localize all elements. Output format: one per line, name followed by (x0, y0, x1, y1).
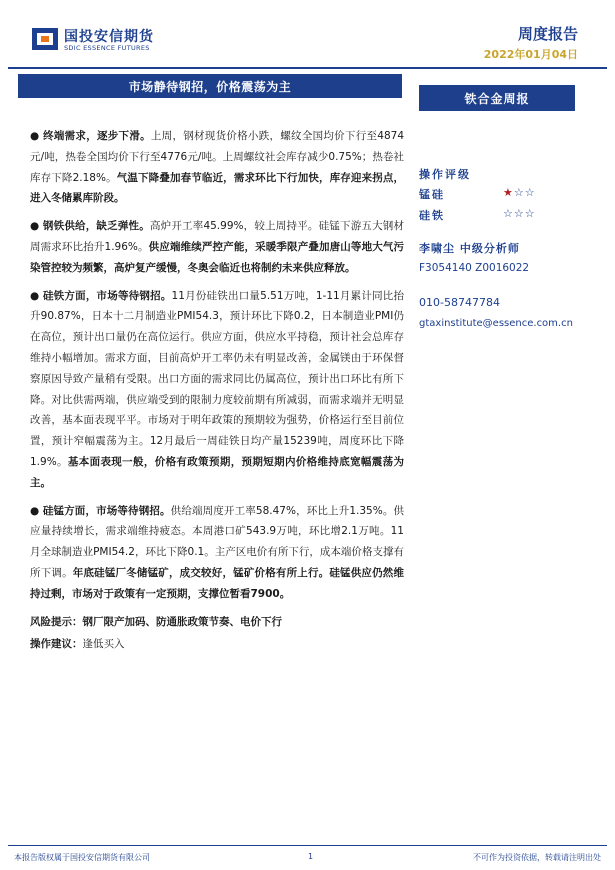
disclaimer: 不可作为投资依据，转载请注明出处 (473, 853, 601, 862)
analyst-name: 李啸尘 中级分析师 (419, 242, 520, 255)
bullet-icon: ● (30, 130, 40, 142)
report-type: 周度报告 (517, 25, 578, 43)
report-date: 2022年01月04日 (483, 48, 578, 61)
brand-name: 国投安信期货 (64, 29, 154, 45)
copyright-notice: 本报告版权属于国投安信期货有限公司 (14, 853, 150, 862)
section-text: 供给端周度开工率58.47%，环比上升1.35%。供应量持续增长，需求端维持疲态。本周港口矿543.9万吨，环比增2.1万吨。11月全球制造业PMI54.2，环比下降0.1。主产区电价有所下行，成本端价格支撑有所下调。 (30, 504, 405, 579)
rating-item-name: 锰硅 (419, 188, 445, 201)
analyst-email[interactable]: gtaxinstitute@essence.com.cn (419, 318, 573, 329)
page-number: 1 (308, 852, 314, 861)
risk-note (30, 612, 404, 633)
section-label: 硅铁方面，市场等待钢招。 (42, 289, 172, 302)
bullet-icon: ● (30, 289, 40, 302)
brand-logo (32, 28, 58, 50)
trade-advice (30, 634, 404, 655)
rating-heading: 操作评级 (419, 168, 471, 181)
section-supply (30, 216, 404, 278)
section-demand (30, 126, 404, 209)
rating-item-name: 硅铁 (419, 209, 445, 222)
report-title: 市场静待钢招，价格震荡为主 (18, 74, 402, 98)
header-divider (8, 67, 607, 69)
report-series-tab: 铁合金周报 (419, 85, 575, 111)
section-label: 硅锰方面，市场等待钢招。 (42, 504, 171, 517)
rating-stars (503, 207, 536, 220)
risk-text: 钢厂限产加码、防通胀政策节奏、电价下行 (82, 615, 282, 628)
analyst-certificate: F3054140 Z0016022 (419, 262, 530, 274)
section-silicomanganese (30, 501, 404, 605)
analyst-phone: 010-58747784 (419, 296, 500, 309)
section-text: 上周，钢材现货价格小跌，螺纹全国均价下行至4874元/吨，热卷全国均价下行至4776元/吨。上周螺纹社会库存减少0.75%；热卷社库存下降2.18%。 (30, 130, 404, 184)
brand-name-en: SDIC ESSENCE FUTURES (64, 44, 150, 52)
section-conclusion: 年底硅锰厂冬储锰矿，成交较好，锰矿价格有所上行。硅锰供应仍然维持过剩，市场对于政策有一定预期，支撑位暂看7900。 (30, 566, 404, 600)
footer-divider (8, 845, 607, 846)
section-ferrosilicon (30, 286, 404, 494)
risk-label: 风险提示： (30, 615, 83, 628)
section-text: 11月份硅铁出口量5.51万吨，1-11月累计同比抬升90.87%，日本十二月制造业PMI54.3，预计环比下降0.2，日本制造业PMI仍在高位，预计出口量仍在高位运行。供应方面，供应水平持稳，预计社会总库存维持小幅增加。需求方面，目前高炉开工率仍未有明显改善，金属镁由于环保督察原因导致产量稍有受限。出口方面的需求同比仍属高位，预计出口环比有所下降。对比供需两端，供应端受到的限制力度较前期有所减弱，而需求端并无明显改善，基本面表现平平。市场对于明年政策的预期较为强势，价格运行至目前位置，预计窄幅震荡为主。12月最后一周硅铁日均产量15239吨，周度环比下降1.9%。 (30, 289, 405, 468)
star-filled-icon: ★ (503, 186, 514, 199)
star-empty-icon: ☆☆☆ (503, 207, 536, 220)
section-label: 终端需求，逐步下滑。 (43, 130, 151, 142)
section-text: 高炉开工率45.99%，较上周持平。硅锰下游五大钢材周需求环比抬升1.96%。 (30, 220, 404, 253)
section-label: 钢铁供给，缺乏弹性。 (42, 220, 150, 233)
rating-stars (503, 186, 536, 199)
section-conclusion: 供应端维续严控产能，采暖季限产叠加唐山等地大气污染管控较为频繁，高炉复产缓慢，冬奥会临近也将制约未来供应释放。 (30, 240, 405, 274)
section-conclusion: 基本面表现一般，价格有政策预期，预期短期内价格维持底宽幅震荡为主。 (30, 455, 404, 489)
advice-text: 逢低买入 (82, 638, 125, 651)
advice-label: 操作建议： (30, 638, 83, 651)
bullet-icon: ● (30, 220, 40, 233)
bullet-icon: ● (30, 504, 40, 517)
section-conclusion: 气温下降叠加春节临近，需求环比下行加快，库存迎来拐点，进入冬储累库阶段。 (30, 171, 405, 205)
report-body (30, 126, 404, 662)
star-empty-icon: ☆☆ (513, 186, 536, 199)
